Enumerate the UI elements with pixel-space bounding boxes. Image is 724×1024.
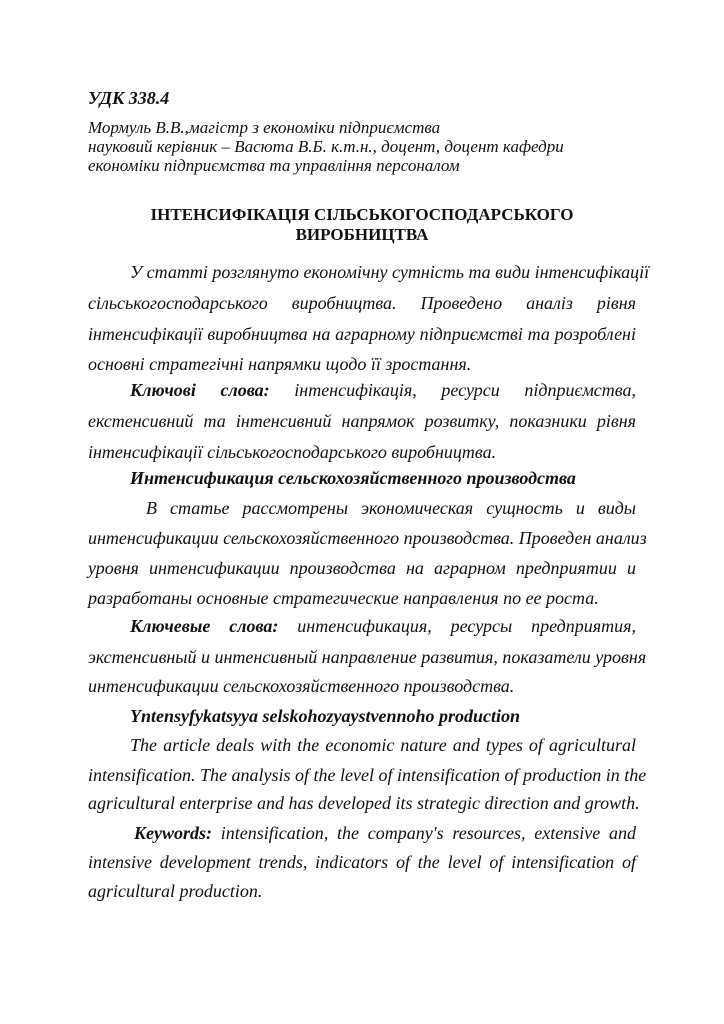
keywords-uk-line: екстенсивний та інтенсивний напрямок розвитку, показники рівня	[88, 411, 636, 431]
udc-code: УДК 338.4	[88, 88, 170, 108]
author-line: Мормуль В.В.,магістр з економіки підприємства	[88, 118, 441, 137]
abstract-uk-line: основні стратегічні напрямки щодо її зростання.	[88, 354, 472, 374]
author-line: науковий керівник – Васюта В.Б. к.т.н., доцент, доцент кафедри	[88, 137, 564, 156]
keywords-uk-text: інтенсифікація, ресурси підприємства,	[294, 380, 636, 400]
abstract-uk-line: інтенсифікації виробництва на аграрному підприємстві та розроблені	[88, 324, 636, 344]
title-en: Yntensyfykatsyya selskohozyaystvennoho production	[130, 706, 520, 726]
article-title: ВИРОБНИЦТВА	[295, 225, 429, 244]
article-title: ІНТЕНСИФІКАЦІЯ СІЛЬСЬКОГОСПОДАРСЬКОГО	[150, 205, 574, 224]
keywords-en-text: intensification, the company's resources, extensive and	[220, 823, 636, 843]
abstract-ru-line: В статье рассмотрены экономическая сущность и виды	[146, 498, 636, 518]
keywords-en-label: Keywords:	[134, 823, 212, 843]
keywords-en-line: intensive development trends, indicators of the level of intensification of	[88, 852, 636, 872]
keywords-en-line	[134, 823, 636, 843]
keywords-ru-line	[130, 616, 636, 636]
abstract-ru-line: интенсификации сельскохозяйственного производства. Проведен анализ	[88, 528, 647, 548]
abstract-en-line: agricultural enterprise and has developed its strategic direction and growth.	[88, 793, 640, 813]
keywords-uk-label: Ключові слова:	[130, 380, 270, 400]
abstract-uk-line: сільськогосподарського виробництва. Проведено аналіз рівня	[88, 293, 636, 313]
keywords-ru-line: экстенсивный и интенсивный направление развития, показатели уровня	[88, 647, 647, 667]
keywords-uk-line	[130, 380, 636, 400]
keywords-ru-label: Ключевые слова:	[130, 616, 279, 636]
abstract-en-line: intensification. The analysis of the level of intensification of production in the	[88, 765, 647, 785]
abstract-ru-line: уровня интенсификации производства на аграрном предприятии и	[88, 558, 636, 578]
keywords-en-line: agricultural production.	[88, 881, 263, 901]
title-ru: Интенсификация сельскохозяйственного производства	[130, 468, 576, 488]
keywords-uk-line: інтенсифікації сільськогосподарського виробництва.	[88, 442, 497, 462]
abstract-en-line: The article deals with the economic nature and types of agricultural	[130, 735, 636, 755]
abstract-ru-line: разработаны основные стратегические направления по ее роста.	[88, 588, 599, 608]
abstract-uk-line: У статті розглянуто економічну сутність та види інтенсифікації	[130, 262, 650, 282]
keywords-ru-line: интенсификации сельскохозяйственного производства.	[88, 676, 515, 696]
keywords-ru-text: интенсификация, ресурсы предприятия,	[297, 616, 636, 636]
author-line: економіки підприємства та управління персоналом	[88, 156, 460, 175]
